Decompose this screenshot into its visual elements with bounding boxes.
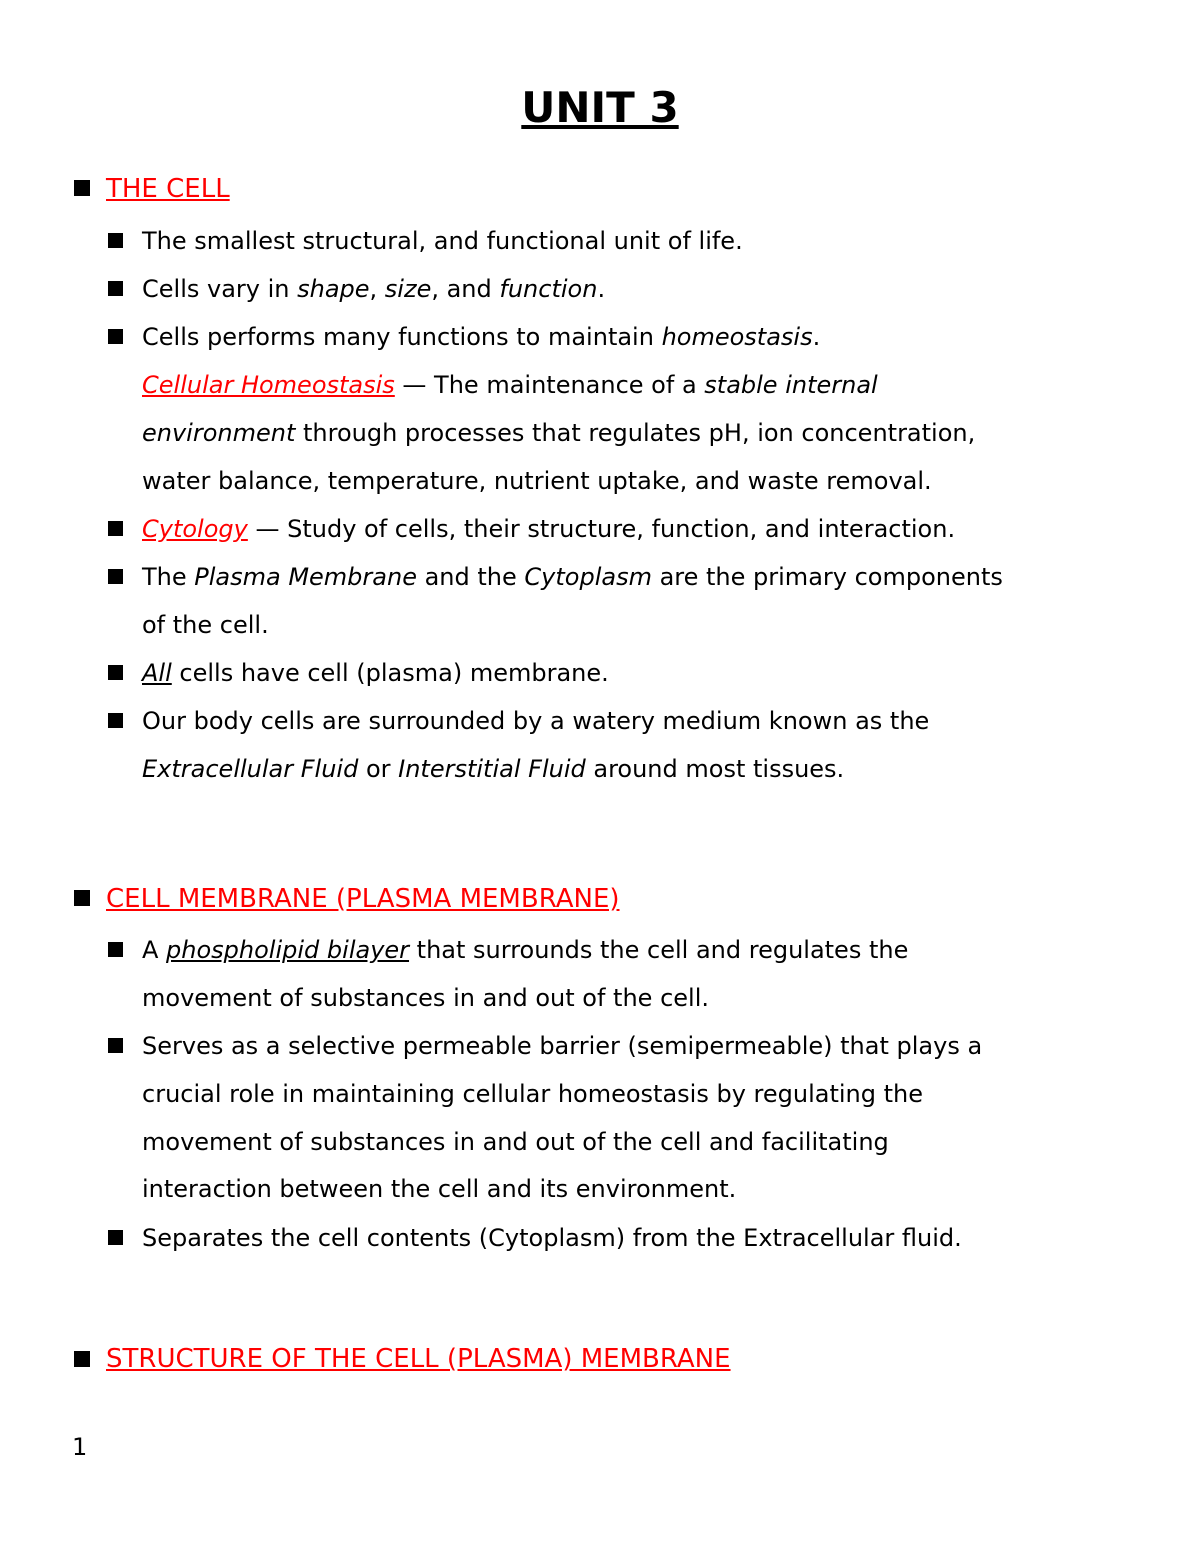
square-bullet-icon — [108, 329, 123, 344]
list-item: The smallest structural, and functional unit of life. — [142, 227, 743, 255]
list-item-continuation: of the cell. — [142, 611, 269, 639]
list-item: Cytology — Study of cells, their structure, function, and interaction. — [142, 515, 956, 543]
list-item-continuation: Extracellular Fluid or Interstitial Fluid around most tissues. — [142, 755, 845, 783]
section-heading-cell-membrane: CELL MEMBRANE (PLASMA MEMBRANE) — [106, 884, 620, 914]
list-item: Cells performs many functions to maintain homeostasis. — [142, 323, 821, 351]
list-item: Our body cells are surrounded by a watery medium known as the — [142, 707, 930, 735]
list-item: The Plasma Membrane and the Cytoplasm are the primary components — [142, 563, 1003, 591]
list-item-continuation: movement of substances in and out of the cell and facilitating — [142, 1128, 889, 1156]
term-cytology: Cytology — [142, 515, 248, 543]
square-bullet-icon — [108, 569, 123, 584]
list-item: Separates the cell contents (Cytoplasm) from the Extracellular fluid. — [142, 1224, 962, 1252]
definition-line: Cellular Homeostasis — The maintenance of a stable internal — [142, 371, 878, 399]
list-item: Cells vary in shape, size, and function. — [142, 275, 606, 303]
list-item: A phospholipid bilayer that surrounds the cell and regulates the — [142, 936, 909, 964]
square-bullet-icon — [108, 521, 123, 536]
square-bullet-icon — [108, 1038, 123, 1053]
list-item-continuation: interaction between the cell and its environment. — [142, 1175, 737, 1203]
square-bullet-icon — [108, 665, 123, 680]
square-bullet-icon — [108, 1230, 123, 1245]
page-title: UNIT 3 — [521, 83, 679, 132]
square-bullet-icon — [74, 180, 90, 196]
list-item-continuation: movement of substances in and out of the cell. — [142, 984, 709, 1012]
section-heading-the-cell: THE CELL — [106, 174, 230, 204]
list-item: Serves as a selective permeable barrier (semipermeable) that plays a — [142, 1032, 983, 1060]
square-bullet-icon — [108, 713, 123, 728]
square-bullet-icon — [108, 233, 123, 248]
page-number: 1 — [72, 1433, 88, 1461]
list-item: All cells have cell (plasma) membrane. — [142, 659, 609, 687]
square-bullet-icon — [74, 890, 90, 906]
term-cellular-homeostasis: Cellular Homeostasis — [142, 371, 395, 399]
definition-line: environment through processes that regulates pH, ion concentration, — [142, 419, 976, 447]
square-bullet-icon — [74, 1351, 90, 1367]
square-bullet-icon — [108, 281, 123, 296]
list-item-continuation: crucial role in maintaining cellular homeostasis by regulating the — [142, 1080, 923, 1108]
section-heading-structure: STRUCTURE OF THE CELL (PLASMA) MEMBRANE — [106, 1344, 731, 1374]
definition-line: water balance, temperature, nutrient uptake, and waste removal. — [142, 467, 932, 495]
square-bullet-icon — [108, 942, 123, 957]
